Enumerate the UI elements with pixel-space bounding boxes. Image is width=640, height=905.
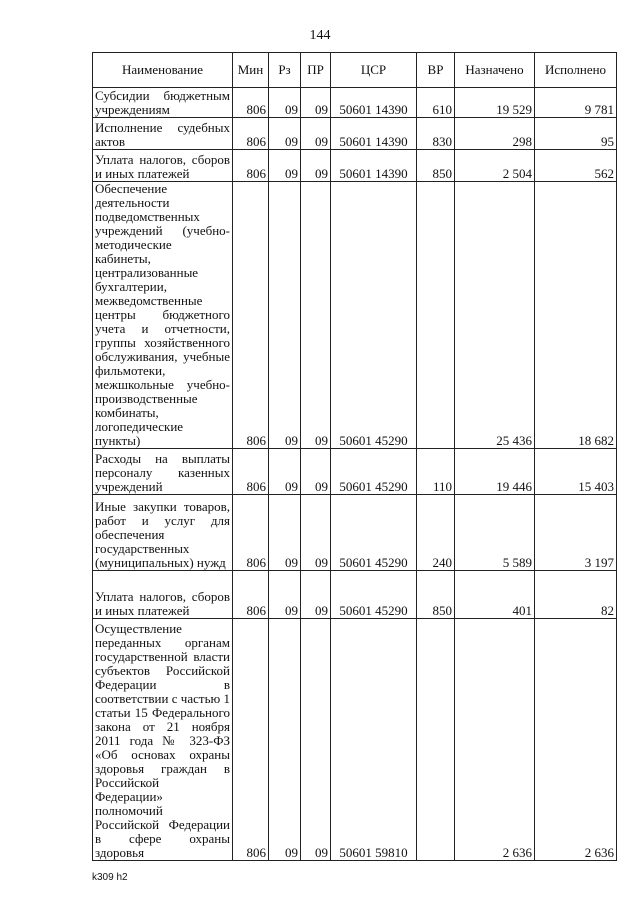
row-assigned: 25 436	[455, 182, 535, 449]
header-min: Мин	[233, 53, 269, 88]
row-name: Иные закупки товаров, работ и услуг для обеспечения государственных (муниципальных) нужд	[93, 495, 233, 571]
table-row	[93, 619, 617, 861]
table-header-row	[93, 53, 617, 88]
header-csr: ЦСР	[331, 53, 417, 88]
header-vr: ВР	[417, 53, 455, 88]
row-assigned: 19 529	[455, 88, 535, 118]
row-min: 806	[233, 619, 269, 861]
row-pr: 09	[301, 88, 331, 118]
row-rz: 09	[269, 118, 301, 150]
row-csr: 50601 14390	[331, 88, 417, 118]
row-vr: 110	[417, 449, 455, 495]
row-name: Уплата налогов, сборов и иных платежей	[93, 150, 233, 182]
row-rz: 09	[269, 449, 301, 495]
row-min: 806	[233, 150, 269, 182]
row-vr	[417, 182, 455, 449]
row-name: Уплата налогов, сборов и иных платежей	[93, 571, 233, 619]
table-row	[93, 118, 617, 150]
row-rz: 09	[269, 88, 301, 118]
row-min: 806	[233, 182, 269, 449]
row-name: Расходы на выплаты персоналу казенных учреждений	[93, 449, 233, 495]
footer-code: k309 h2	[92, 872, 128, 883]
row-name: Обеспечение деятельности подведомственных учреждений (учебно-методические кабинеты, централизованные бухгалтерии, межведомственные центры бюджетного учета и отчетности, группы хозяйственного обслуживания, учебные фильмотеки, межшкольные учебно-производственные комбинаты, логопедические пункты)	[93, 182, 233, 449]
row-min: 806	[233, 118, 269, 150]
table-row	[93, 449, 617, 495]
row-vr: 850	[417, 571, 455, 619]
row-csr: 50601 45290	[331, 495, 417, 571]
header-pr: ПР	[301, 53, 331, 88]
row-pr: 09	[301, 495, 331, 571]
row-pr: 09	[301, 449, 331, 495]
row-rz: 09	[269, 571, 301, 619]
header-rz: Рз	[269, 53, 301, 88]
row-assigned: 2 504	[455, 150, 535, 182]
row-rz: 09	[269, 495, 301, 571]
row-csr: 50601 14390	[331, 150, 417, 182]
row-min: 806	[233, 571, 269, 619]
row-executed: 3 197	[535, 495, 617, 571]
row-rz: 09	[269, 619, 301, 861]
row-csr: 50601 14390	[331, 118, 417, 150]
row-csr: 50601 45290	[331, 571, 417, 619]
row-rz: 09	[269, 182, 301, 449]
row-name: Осуществление переданных органам государственной власти субъектов Российской Федерации в соответствии с частью 1 статьи 15 Федерального закона от 21 ноября 2011 года № 323-ФЗ «Об основах охраны здоровья граждан в Российской Федерации» полномочий Российской Федерации в сфере охраны здоровья	[93, 619, 233, 861]
row-executed: 2 636	[535, 619, 617, 861]
row-min: 806	[233, 495, 269, 571]
row-executed: 15 403	[535, 449, 617, 495]
row-csr: 50601 45290	[331, 449, 417, 495]
row-vr	[417, 619, 455, 861]
table-row	[93, 182, 617, 449]
page-number: 144	[309, 28, 331, 43]
row-vr: 240	[417, 495, 455, 571]
row-rz: 09	[269, 150, 301, 182]
row-pr: 09	[301, 118, 331, 150]
header-assigned: Назначено	[455, 53, 535, 88]
row-vr: 610	[417, 88, 455, 118]
row-assigned: 2 636	[455, 619, 535, 861]
header-executed: Исполнено	[535, 53, 617, 88]
row-executed: 18 682	[535, 182, 617, 449]
row-executed: 95	[535, 118, 617, 150]
row-executed: 562	[535, 150, 617, 182]
table-row	[93, 88, 617, 118]
row-pr: 09	[301, 571, 331, 619]
row-assigned: 5 589	[455, 495, 535, 571]
row-executed: 82	[535, 571, 617, 619]
table-row	[93, 571, 617, 619]
row-assigned: 401	[455, 571, 535, 619]
budget-execution-table	[92, 52, 617, 861]
header-name: Наименование	[93, 53, 233, 88]
row-name: Исполнение судебных актов	[93, 118, 233, 150]
table-row	[93, 150, 617, 182]
row-assigned: 298	[455, 118, 535, 150]
row-name: Субсидии бюджетным учреждениям	[93, 88, 233, 118]
table-row	[93, 495, 617, 571]
row-csr: 50601 45290	[331, 182, 417, 449]
row-vr: 830	[417, 118, 455, 150]
row-pr: 09	[301, 182, 331, 449]
row-vr: 850	[417, 150, 455, 182]
row-assigned: 19 446	[455, 449, 535, 495]
row-csr: 50601 59810	[331, 619, 417, 861]
row-pr: 09	[301, 619, 331, 861]
row-executed: 9 781	[535, 88, 617, 118]
row-min: 806	[233, 88, 269, 118]
row-pr: 09	[301, 150, 331, 182]
row-min: 806	[233, 449, 269, 495]
